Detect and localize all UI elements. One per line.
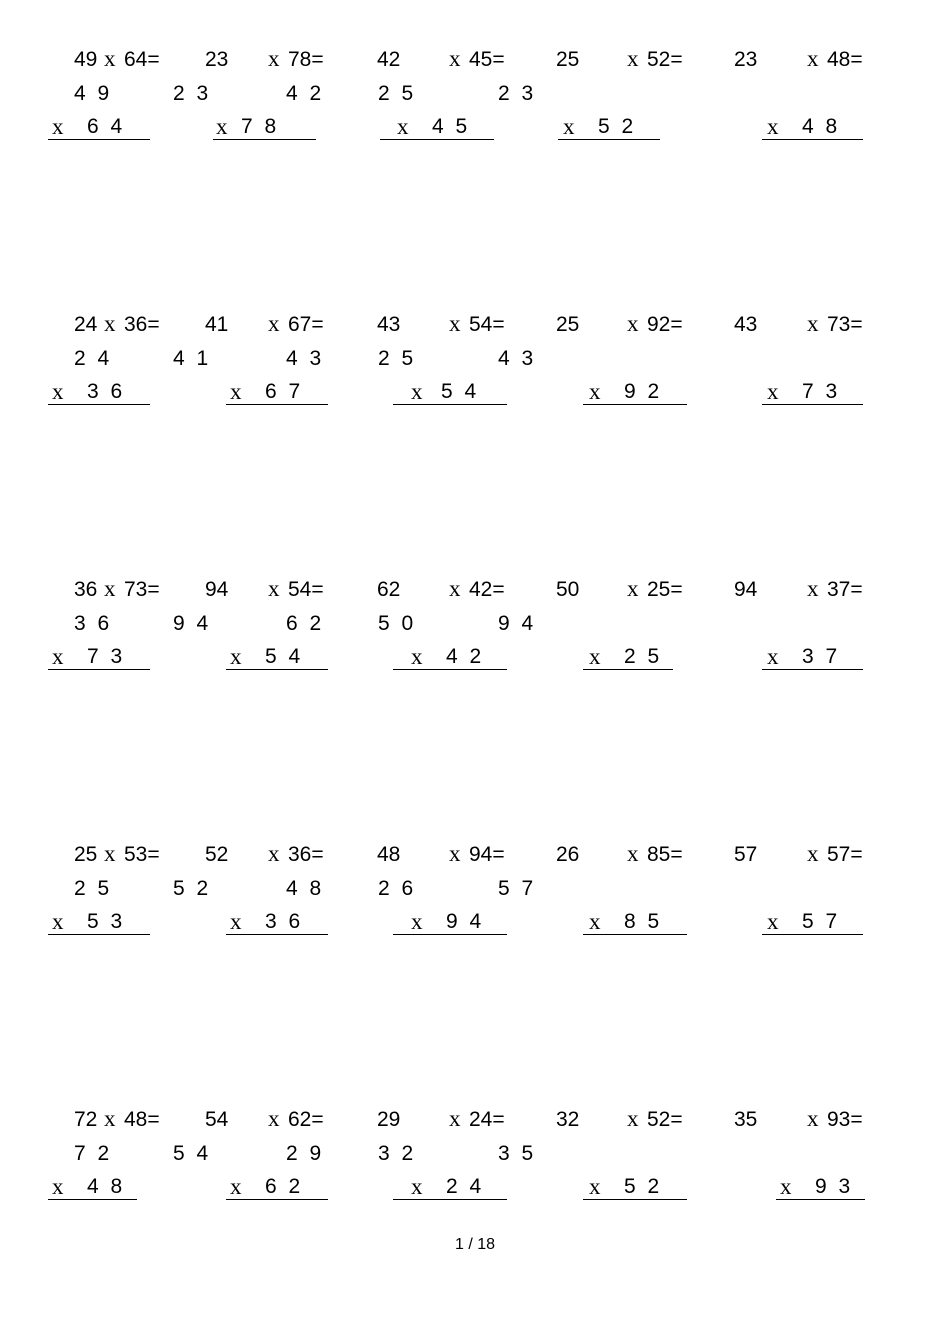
vertical-multiply-sign: x <box>411 909 423 934</box>
vertical-bottom-number: 6 4 <box>87 115 126 138</box>
vertical-bottom-number: 4 8 <box>802 115 841 138</box>
vertical-bottom-number: 9 3 <box>815 1175 854 1198</box>
vertical-multiply-sign: x <box>230 1174 242 1199</box>
problem-multiplicand: 29 <box>377 1108 401 1131</box>
vertical-bottom-number: 4 2 <box>446 645 485 668</box>
problem-multiplicand: 49 <box>74 48 98 71</box>
vertical-bottom-number: 5 2 <box>624 1175 663 1198</box>
problem-multiplier: 42= <box>469 578 505 601</box>
multiply-sign: x <box>104 1106 116 1131</box>
vertical-top-number: 2 5 <box>74 877 113 900</box>
answer-line <box>776 1199 865 1200</box>
vertical-bottom-number: 5 7 <box>802 910 841 933</box>
answer-line <box>48 404 150 405</box>
vertical-top-number: 2 3 <box>498 82 537 105</box>
vertical-bottom-number: 3 6 <box>265 910 304 933</box>
vertical-bottom-number: 9 4 <box>446 910 485 933</box>
vertical-top-number: 5 4 <box>173 1142 212 1165</box>
answer-line <box>226 669 328 670</box>
answer-line <box>558 139 660 140</box>
problem-multiplier: 57= <box>827 843 863 866</box>
multiply-sign: x <box>104 311 116 336</box>
problem-multiplicand: 26 <box>556 843 580 866</box>
vertical-multiply-sign: x <box>411 379 423 404</box>
vertical-multiply-sign: x <box>52 379 64 404</box>
multiply-sign: x <box>104 576 116 601</box>
vertical-multiply-sign: x <box>397 114 409 139</box>
vertical-top-number: 3 5 <box>498 1142 537 1165</box>
vertical-top-number: 4 3 <box>286 347 325 370</box>
vertical-bottom-number: 8 5 <box>624 910 663 933</box>
problem-multiplier: 25= <box>647 578 683 601</box>
problem-multiplicand: 43 <box>734 313 758 336</box>
vertical-bottom-number: 6 7 <box>265 380 304 403</box>
problem-multiplier: 45= <box>469 48 505 71</box>
problem-multiplicand: 72 <box>74 1108 98 1131</box>
problem-multiplier: 48= <box>827 48 863 71</box>
vertical-top-number: 4 3 <box>498 347 537 370</box>
vertical-bottom-number: 4 8 <box>87 1175 126 1198</box>
vertical-top-number: 6 2 <box>286 612 325 635</box>
vertical-multiply-sign: x <box>230 644 242 669</box>
multiply-sign: x <box>807 1106 819 1131</box>
problem-multiplier: 54= <box>288 578 324 601</box>
multiply-sign: x <box>627 841 639 866</box>
vertical-top-number: 2 5 <box>378 347 417 370</box>
vertical-top-number: 5 2 <box>173 877 212 900</box>
vertical-multiply-sign: x <box>52 1174 64 1199</box>
multiply-sign: x <box>807 311 819 336</box>
multiply-sign: x <box>627 576 639 601</box>
vertical-bottom-number: 4 5 <box>432 115 471 138</box>
answer-line <box>48 934 150 935</box>
problem-multiplicand: 50 <box>556 578 580 601</box>
multiply-sign: x <box>104 841 116 866</box>
answer-line <box>48 669 150 670</box>
vertical-multiply-sign: x <box>767 114 779 139</box>
problem-multiplier: 36= <box>124 313 160 336</box>
vertical-bottom-number: 6 2 <box>265 1175 304 1198</box>
vertical-multiply-sign: x <box>52 644 64 669</box>
vertical-top-number: 9 4 <box>173 612 212 635</box>
multiply-sign: x <box>627 46 639 71</box>
problem-multiplicand: 35 <box>734 1108 758 1131</box>
problem-multiplicand: 23 <box>734 48 758 71</box>
multiply-sign: x <box>449 1106 461 1131</box>
vertical-multiply-sign: x <box>411 644 423 669</box>
multiply-sign: x <box>807 576 819 601</box>
answer-line <box>583 1199 687 1200</box>
problem-multiplier: 73= <box>124 578 160 601</box>
vertical-bottom-number: 2 4 <box>446 1175 485 1198</box>
problem-multiplier: 37= <box>827 578 863 601</box>
vertical-top-number: 5 0 <box>378 612 417 635</box>
problem-multiplicand: 42 <box>377 48 401 71</box>
vertical-multiply-sign: x <box>52 114 64 139</box>
answer-line <box>226 934 328 935</box>
vertical-multiply-sign: x <box>589 644 601 669</box>
vertical-top-number: 4 2 <box>286 82 325 105</box>
problem-multiplicand: 41 <box>205 313 229 336</box>
problem-multiplicand: 62 <box>377 578 401 601</box>
vertical-multiply-sign: x <box>767 909 779 934</box>
problem-multiplier: 67= <box>288 313 324 336</box>
vertical-top-number: 7 2 <box>74 1142 113 1165</box>
page-number: 1 / 18 <box>454 1236 496 1253</box>
problem-multiplier: 92= <box>647 313 683 336</box>
problem-multiplicand: 94 <box>205 578 229 601</box>
answer-line <box>48 139 150 140</box>
multiply-sign: x <box>268 46 280 71</box>
vertical-top-number: 3 2 <box>378 1142 417 1165</box>
problem-multiplier: 73= <box>827 313 863 336</box>
problem-multiplicand: 23 <box>205 48 229 71</box>
vertical-multiply-sign: x <box>230 379 242 404</box>
multiply-sign: x <box>268 1106 280 1131</box>
multiply-sign: x <box>449 311 461 336</box>
answer-line <box>762 934 863 935</box>
answer-line <box>393 669 507 670</box>
problem-multiplier: 52= <box>647 1108 683 1131</box>
problem-multiplier: 52= <box>647 48 683 71</box>
problem-multiplicand: 43 <box>377 313 401 336</box>
problem-multiplier: 93= <box>827 1108 863 1131</box>
vertical-multiply-sign: x <box>589 379 601 404</box>
problem-multiplier: 94= <box>469 843 505 866</box>
vertical-top-number: 4 8 <box>286 877 325 900</box>
multiply-sign: x <box>807 841 819 866</box>
vertical-top-number: 4 1 <box>173 347 212 370</box>
vertical-multiply-sign: x <box>589 1174 601 1199</box>
multiply-sign: x <box>807 46 819 71</box>
vertical-bottom-number: 5 4 <box>265 645 304 668</box>
vertical-bottom-number: 7 8 <box>241 115 280 138</box>
vertical-bottom-number: 3 7 <box>802 645 841 668</box>
multiply-sign: x <box>449 46 461 71</box>
answer-line <box>583 669 673 670</box>
multiply-sign: x <box>268 311 280 336</box>
answer-line <box>762 139 863 140</box>
vertical-top-number: 5 7 <box>498 877 537 900</box>
vertical-bottom-number: 7 3 <box>802 380 841 403</box>
problem-multiplicand: 25 <box>556 313 580 336</box>
problem-multiplicand: 54 <box>205 1108 229 1131</box>
multiply-sign: x <box>627 1106 639 1131</box>
answer-line <box>762 404 863 405</box>
vertical-bottom-number: 2 5 <box>624 645 663 668</box>
problem-multiplier: 78= <box>288 48 324 71</box>
vertical-bottom-number: 3 6 <box>87 380 126 403</box>
problem-multiplicand: 57 <box>734 843 758 866</box>
answer-line <box>393 404 507 405</box>
vertical-bottom-number: 5 3 <box>87 910 126 933</box>
problem-multiplicand: 48 <box>377 843 401 866</box>
multiply-sign: x <box>449 841 461 866</box>
problem-multiplier: 54= <box>469 313 505 336</box>
answer-line <box>380 139 494 140</box>
answer-line <box>226 1199 328 1200</box>
answer-line <box>213 139 316 140</box>
vertical-multiply-sign: x <box>52 909 64 934</box>
problem-multiplicand: 25 <box>556 48 580 71</box>
vertical-multiply-sign: x <box>767 644 779 669</box>
problem-multiplier: 48= <box>124 1108 160 1131</box>
problem-multiplier: 53= <box>124 843 160 866</box>
vertical-multiply-sign: x <box>589 909 601 934</box>
problem-multiplicand: 36 <box>74 578 98 601</box>
vertical-top-number: 2 4 <box>74 347 113 370</box>
vertical-top-number: 2 6 <box>378 877 417 900</box>
vertical-top-number: 2 3 <box>173 82 212 105</box>
problem-multiplier: 36= <box>288 843 324 866</box>
problem-multiplicand: 32 <box>556 1108 580 1131</box>
problem-multiplier: 64= <box>124 48 160 71</box>
vertical-multiply-sign: x <box>780 1174 792 1199</box>
multiply-sign: x <box>268 576 280 601</box>
problem-multiplicand: 25 <box>74 843 98 866</box>
vertical-top-number: 4 9 <box>74 82 113 105</box>
multiply-sign: x <box>104 46 116 71</box>
answer-line <box>762 669 863 670</box>
problem-multiplier: 85= <box>647 843 683 866</box>
answer-line <box>393 934 507 935</box>
vertical-top-number: 9 4 <box>498 612 537 635</box>
multiply-sign: x <box>627 311 639 336</box>
problem-multiplicand: 94 <box>734 578 758 601</box>
vertical-bottom-number: 5 4 <box>441 380 480 403</box>
problem-multiplier: 62= <box>288 1108 324 1131</box>
vertical-bottom-number: 7 3 <box>87 645 126 668</box>
answer-line <box>226 404 328 405</box>
vertical-multiply-sign: x <box>563 114 575 139</box>
problem-multiplicand: 24 <box>74 313 98 336</box>
vertical-bottom-number: 9 2 <box>624 380 663 403</box>
vertical-multiply-sign: x <box>230 909 242 934</box>
answer-line <box>393 1199 507 1200</box>
multiply-sign: x <box>449 576 461 601</box>
vertical-top-number: 3 6 <box>74 612 113 635</box>
problem-multiplicand: 52 <box>205 843 229 866</box>
vertical-multiply-sign: x <box>411 1174 423 1199</box>
vertical-multiply-sign: x <box>767 379 779 404</box>
multiply-sign: x <box>268 841 280 866</box>
problem-multiplier: 24= <box>469 1108 505 1131</box>
vertical-top-number: 2 9 <box>286 1142 325 1165</box>
answer-line <box>48 1199 137 1200</box>
answer-line <box>583 404 687 405</box>
vertical-multiply-sign: x <box>216 114 228 139</box>
vertical-bottom-number: 5 2 <box>598 115 637 138</box>
vertical-top-number: 2 5 <box>378 82 417 105</box>
answer-line <box>583 934 687 935</box>
